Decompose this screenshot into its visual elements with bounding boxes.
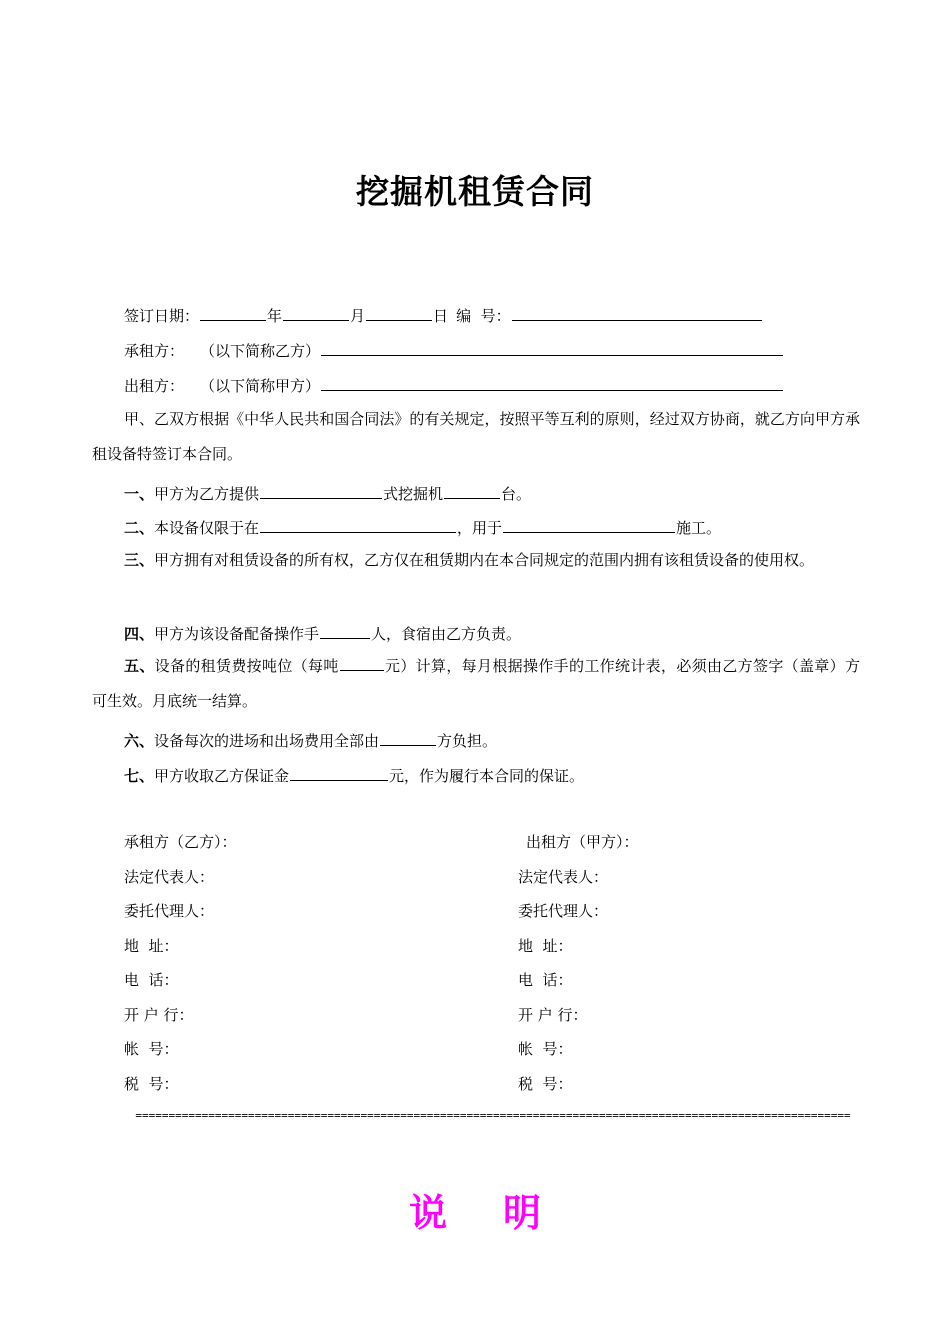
lessor-legal-rep: 法定代表人：: [518, 868, 609, 886]
sign-date-label: 签订日期：: [124, 307, 200, 325]
lessor-address: 地 址：: [518, 937, 573, 955]
lessee-agent: 委托代理人：: [124, 902, 215, 920]
clause-2-location-blank[interactable]: [260, 516, 456, 533]
clause-1-text-b: 式挖掘机: [383, 485, 444, 503]
clause-3-number: 三、: [124, 551, 155, 569]
clause-6-party-blank[interactable]: [380, 729, 436, 746]
clause-4-operator-blank[interactable]: [320, 622, 370, 639]
clause-6: [124, 729, 497, 751]
clause-5: [92, 649, 860, 719]
clause-2: [124, 516, 721, 538]
clause-2-text-c: 施工。: [676, 519, 722, 537]
lessee-address: 地 址：: [124, 937, 179, 955]
year-label: 年: [267, 307, 283, 325]
clause-7-text-a: 甲方收取乙方保证金: [154, 767, 290, 785]
year-blank[interactable]: [200, 304, 266, 321]
clause-2-number: 二、: [124, 519, 155, 537]
document-title: 挖掘机租赁合同: [356, 172, 594, 211]
clause-1-number: 一、: [124, 485, 155, 503]
lessor-phone: 电 话：: [518, 971, 573, 989]
lessee-bank: 开 户 行：: [124, 1006, 194, 1024]
day-label: 日: [433, 307, 449, 325]
lessee-label: 承租方：: [124, 342, 185, 360]
clause-1-text-c: 台。: [501, 485, 532, 503]
month-blank[interactable]: [283, 304, 349, 321]
lessor-bank: 开 户 行：: [518, 1006, 588, 1024]
number-blank[interactable]: [512, 304, 762, 321]
lessee-line: [124, 339, 784, 361]
number-label: 编 号：: [456, 307, 511, 325]
lessor-tax-id: 税 号：: [518, 1075, 573, 1093]
clause-5-text-a: 设备的租赁费按吨位（每吨: [154, 657, 339, 675]
clause-4-number: 四、: [124, 625, 155, 643]
clause-6-text-b: 方负担。: [437, 732, 498, 750]
lessee-phone: 电 话：: [124, 971, 179, 989]
intro-paragraph: 甲、乙双方根据《中华人民共和国合同法》的有关规定，按照平等互利的原则，经过双方协商，就乙方向甲方承租设备特签订本合同。: [92, 410, 860, 463]
lessee-blank[interactable]: [321, 339, 783, 356]
lessor-line: [124, 374, 784, 396]
clause-2-purpose-blank[interactable]: [503, 516, 675, 533]
day-blank[interactable]: [366, 304, 432, 321]
explanation-heading: 说明: [408, 1190, 597, 1235]
clause-1-count-blank[interactable]: [444, 482, 500, 499]
lessor-note: （以下简称甲方）: [200, 377, 321, 395]
lessor-agent: 委托代理人：: [518, 902, 609, 920]
lessee-legal-rep: 法定代表人：: [124, 868, 215, 886]
clause-2-text-a: 本设备仅限于在: [154, 519, 260, 537]
lessor-blank[interactable]: [321, 374, 783, 391]
clause-7-deposit-blank[interactable]: [290, 764, 388, 781]
lessee-account: 帐 号：: [124, 1040, 179, 1058]
clause-7-number: 七、: [124, 767, 155, 785]
clause-5-text-b: 元）计算，每月根据操作手的工作统计表，必须由乙方签字（盖章）方可生效。月底统一结算。: [92, 657, 860, 710]
clause-7-text-b: 元，作为履行本合同的保证。: [389, 767, 585, 785]
lessor-label: 出租方：: [124, 377, 185, 395]
clause-2-text-b: ，用于: [457, 519, 503, 537]
lessee-note: （以下简称乙方）: [200, 342, 321, 360]
separator-line: ============================================================================================================: [135, 1109, 851, 1122]
clause-4-text-b: 人，食宿由乙方负责。: [371, 625, 522, 643]
clause-1: [124, 482, 531, 504]
clause-1-type-blank[interactable]: [260, 482, 382, 499]
month-label: 月: [350, 307, 366, 325]
lessor-account: 帐 号：: [518, 1040, 573, 1058]
clause-3-text: 甲方拥有对租赁设备的所有权，乙方仅在租赁期内在本合同规定的范围内拥有该租赁设备的使用权。: [154, 551, 815, 569]
clause-6-text-a: 设备每次的进场和出场费用全部由: [154, 732, 380, 750]
clause-5-price-blank[interactable]: [340, 654, 384, 671]
clause-4-text-a: 甲方为该设备配备操作手: [154, 625, 320, 643]
lessee-tax-id: 税 号：: [124, 1075, 179, 1093]
clause-3: [92, 543, 860, 578]
lessee-signature-title: 承租方（乙方）：: [124, 833, 237, 851]
clause-5-number: 五、: [124, 657, 155, 675]
sign-date-line: [124, 304, 763, 326]
lessor-signature-title: 出租方（甲方）：: [526, 833, 639, 851]
clause-7: [124, 764, 584, 786]
clause-6-number: 六、: [124, 732, 155, 750]
clause-1-text-a: 甲方为乙方提供: [154, 485, 260, 503]
clause-4: [124, 622, 521, 644]
